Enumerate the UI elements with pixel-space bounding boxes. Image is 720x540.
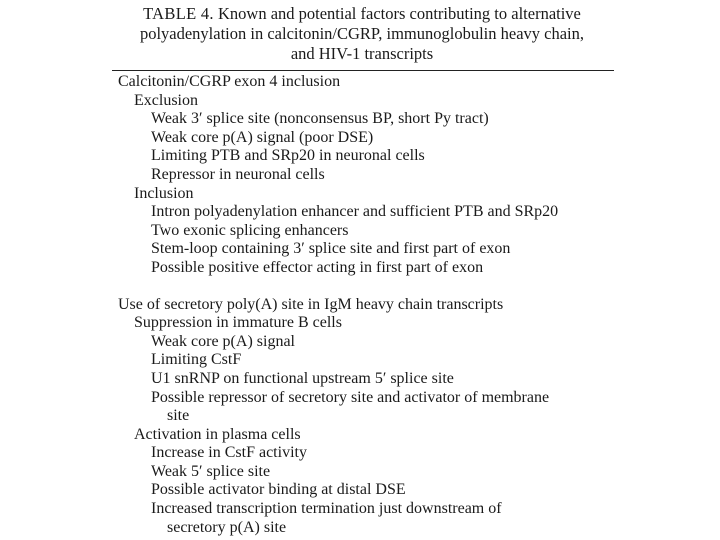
table-row: Increase in CstF activity: [151, 444, 307, 462]
caption-line-1: Known and potential factors contributing to alternative: [217, 4, 581, 23]
table-row: Weak 5′ splice site: [151, 462, 271, 480]
table-row: Increased transcription termination just downstream of: [151, 500, 502, 518]
table-row: Two exonic splicing enhancers: [151, 221, 349, 239]
table-row: Limiting CstF: [151, 351, 242, 369]
group-subheading: Exclusion: [134, 91, 198, 109]
table-row: U1 snRNP on functional upstream 5′ splice site: [151, 369, 454, 387]
section-heading: Use of secretory poly(A) site in IgM heavy chain transcripts: [118, 295, 504, 313]
section-heading: Calcitonin/CGRP exon 4 inclusion: [118, 73, 341, 90]
table-body: [118, 73, 618, 537]
section-gap: [118, 278, 618, 296]
table-row: Intron polyadenylation enhancer and sufficient PTB and SRp20: [151, 203, 559, 221]
table-row: Stem-loop containing 3′ splice site and first part of exon: [151, 240, 511, 258]
table-row: Repressor in neuronal cells: [151, 165, 325, 183]
table-row: Weak 3′ splice site (nonconsensus BP, short Py tract): [151, 110, 489, 128]
table-row: Possible activator binding at distal DSE: [151, 481, 406, 499]
table-caption: [112, 4, 612, 64]
table-row: Possible repressor of secretory site and activator of membrane: [151, 388, 550, 406]
group-subheading: Inclusion: [134, 184, 194, 202]
caption-line-2: polyadenylation in calcitonin/CGRP, immunoglobulin heavy chain,: [139, 24, 585, 43]
caption-line-3: and HIV-1 transcripts: [290, 44, 434, 63]
table-row: Weak core p(A) signal: [151, 332, 295, 350]
group-subheading: Activation in plasma cells: [134, 425, 301, 443]
table-row: Limiting PTB and SRp20 in neuronal cells: [151, 147, 425, 165]
table-row-continuation: site: [167, 407, 190, 425]
table-row: Possible positive effector acting in first part of exon: [151, 258, 484, 276]
table-row-continuation: secretory p(A) site: [167, 518, 287, 536]
table-label: TABLE 4.: [143, 4, 214, 23]
group-subheading: Suppression in immature B cells: [134, 314, 342, 332]
table-row: Weak core p(A) signal (poor DSE): [151, 128, 374, 146]
table-top-rule: [112, 70, 614, 71]
